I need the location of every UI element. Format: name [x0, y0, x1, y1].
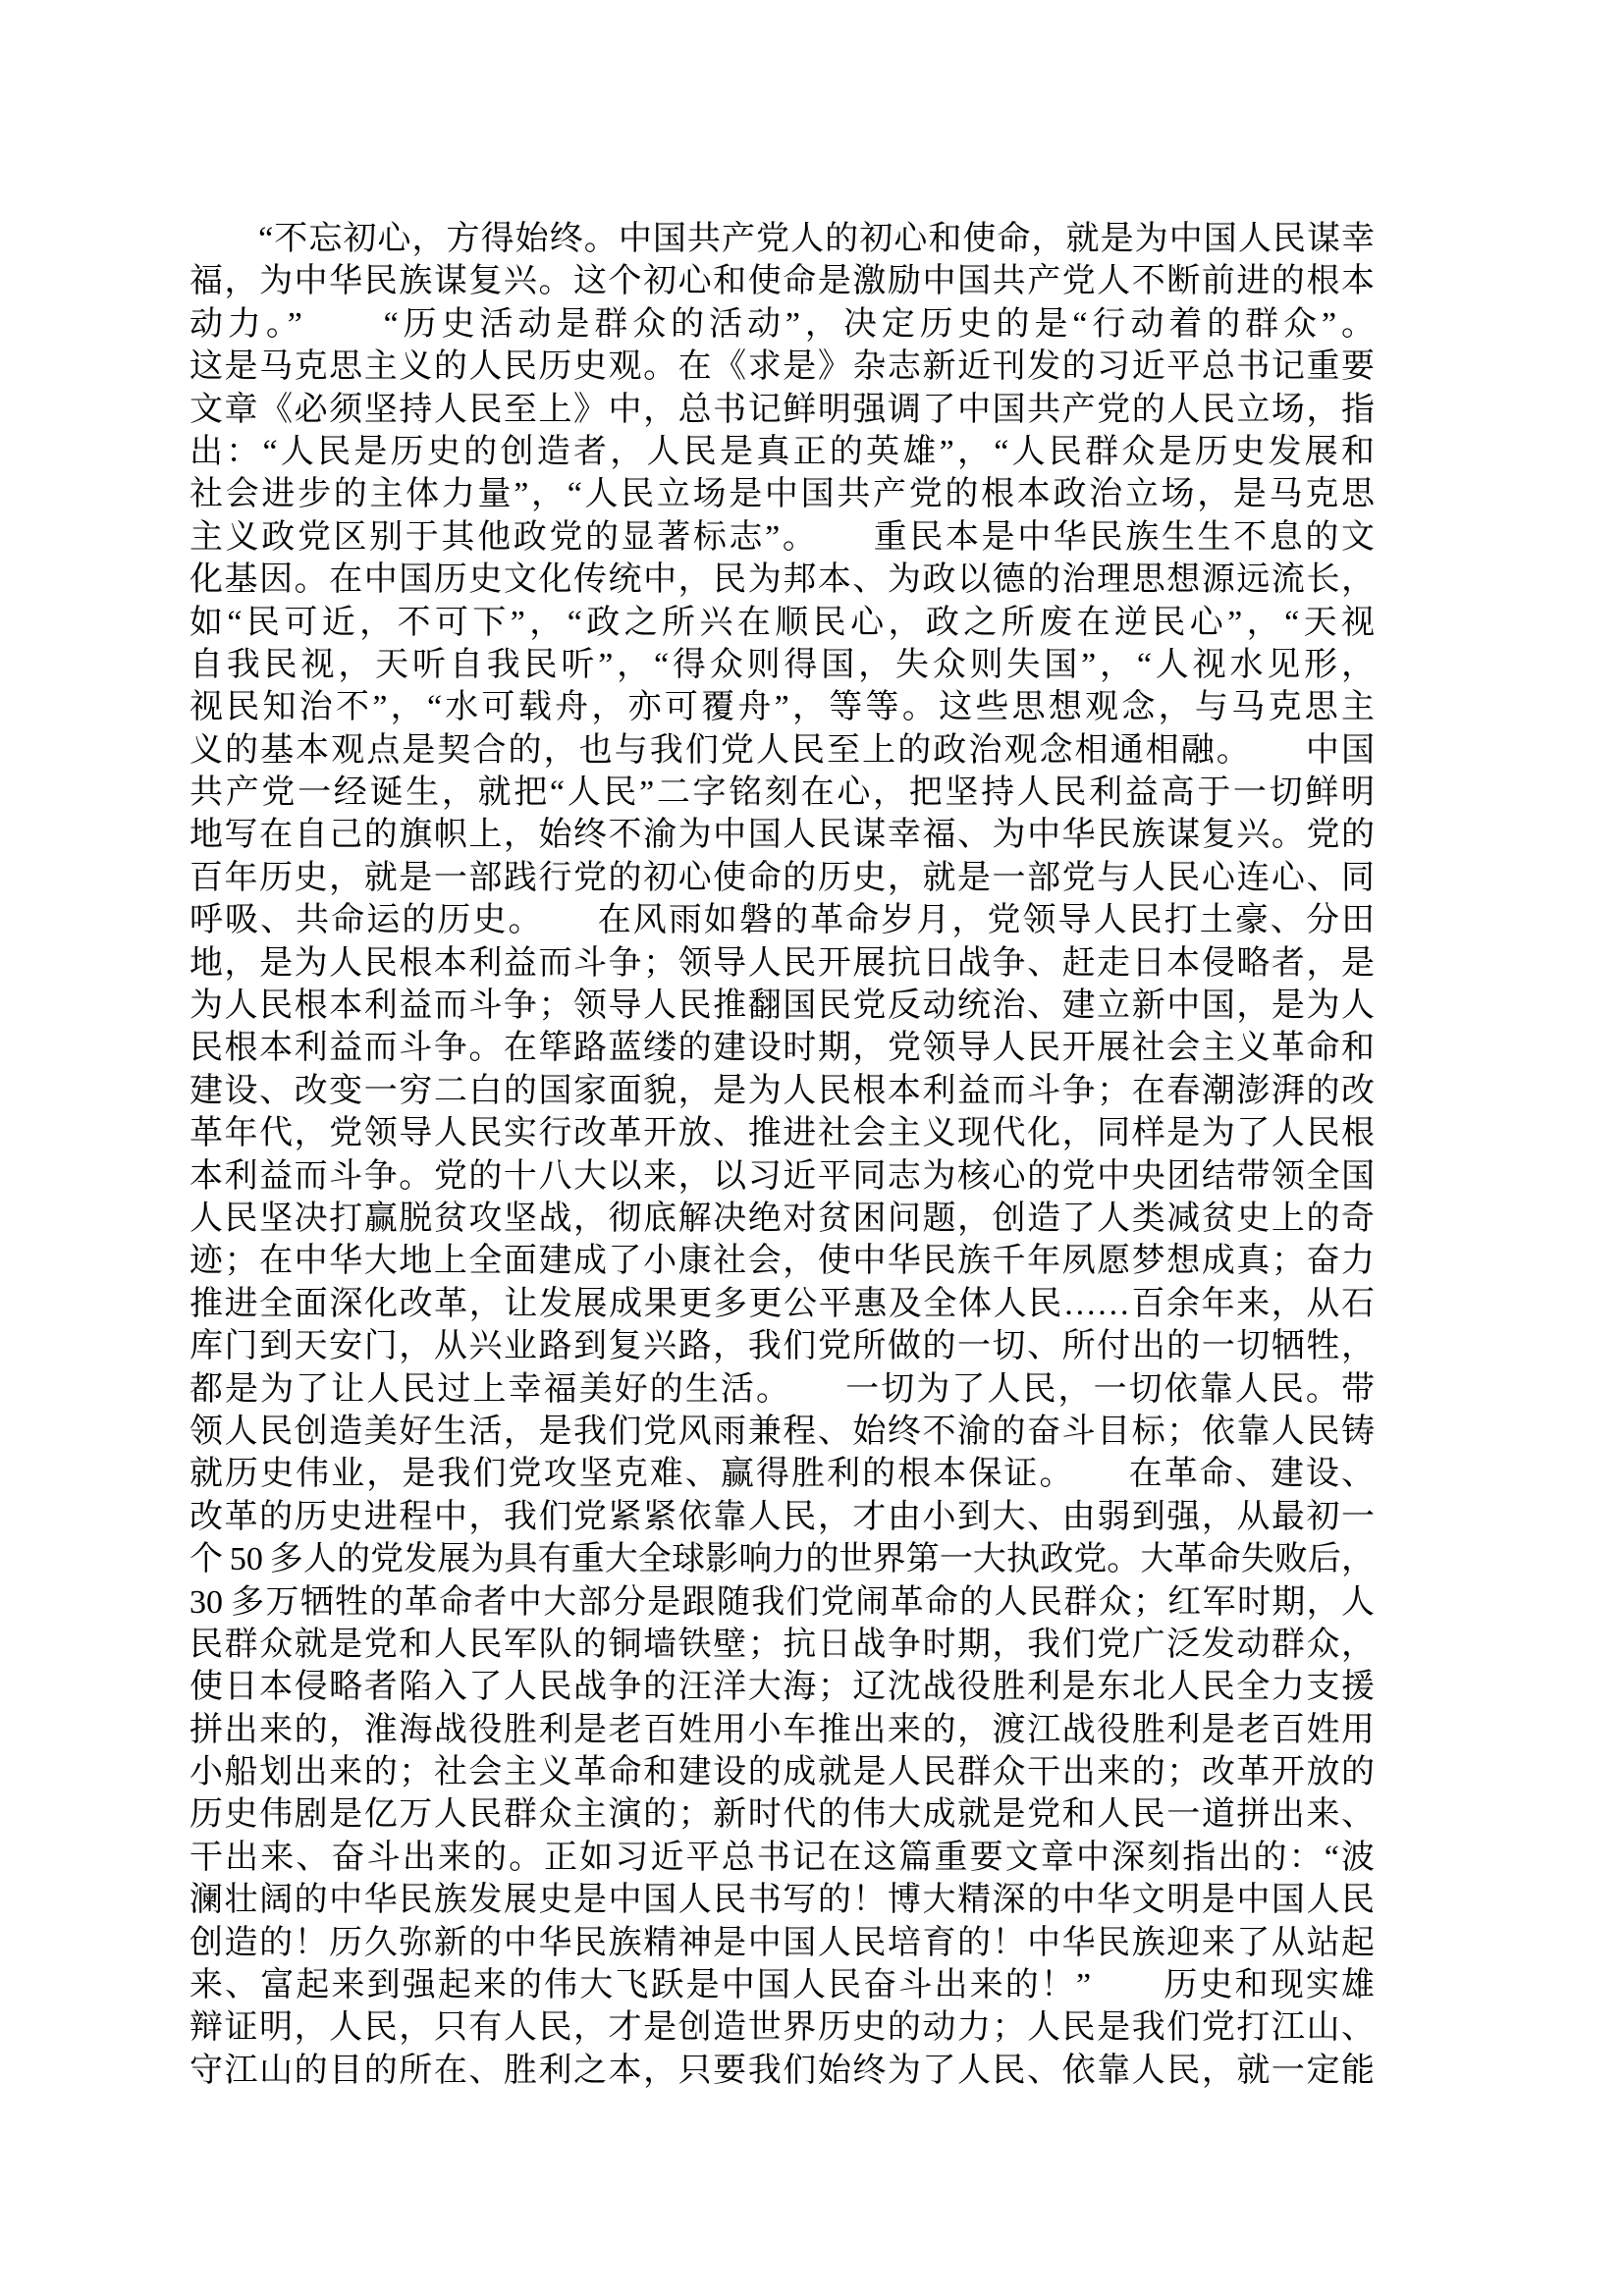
text-line: 民根本利益而斗争。在筚路蓝缕的建设时期，党领导人民开展社会主义革命和 [189, 1030, 1375, 1067]
text-line: 就历史伟业，是我们党攻坚克难、赢得胜利的根本保证。 在革命、建设、 [189, 1456, 1375, 1493]
text-line: 干出来、奋斗出来的。正如习近平总书记在这篇重要文章中深刻指出的：“波 [189, 1839, 1375, 1876]
text-line: 改革的历史进程中，我们党紧紧依靠人民，才由小到大、由弱到强，从最初一 [189, 1498, 1375, 1535]
text-line: 建设、改变一穷二白的国家面貌，是为人民根本利益而斗争；在春潮澎湃的改 [189, 1072, 1375, 1109]
text-line: 个 50 多人的党发展为具有重大全球影响力的世界第一大执政党。大革命失败后， [189, 1541, 1375, 1578]
text-line: 库门到天安门，从兴业路到复兴路，我们党所做的一切、所付出的一切牺牲， [189, 1328, 1375, 1365]
text-line: 福，为中华民族谋复兴。这个初心和使命是激励中国共产党人不断前进的根本 [189, 263, 1375, 300]
text-line: 共产党一经诞生，就把“人民”二字铭刻在心，把坚持人民利益高于一切鲜明 [189, 774, 1375, 812]
text-line: 创造的！历久弥新的中华民族精神是中国人民培育的！中华民族迎来了从站起 [189, 1924, 1375, 1961]
text-line: 辩证明，人民，只有人民，才是创造世界历史的动力；人民是我们党打江山、 [189, 2009, 1375, 2047]
text-line: 民群众就是党和人民军队的铜墙铁壁；抗日战争时期，我们党广泛发动群众， [189, 1626, 1375, 1663]
text-line: 守江山的目的所在、胜利之本，只要我们始终为了人民、依靠人民，就一定能 [189, 2052, 1375, 2089]
text-line: 主义政党区别于其他政党的显著标志”。 重民本是中华民族生生不息的文 [189, 518, 1375, 556]
text-line: 革年代，党领导人民实行改革开放、推进社会主义现代化，同样是为了人民根 [189, 1115, 1375, 1152]
text-line: 澜壮阔的中华民族发展史是中国人民书写的！博大精深的中华文明是中国人民 [189, 1882, 1375, 1919]
text-line: 动力。” “历史活动是群众的活动”，决定历史的是“行动着的群众”。 [189, 305, 1375, 343]
text-line: 都是为了让人民过上幸福美好的生活。 一切为了人民，一切依靠人民。带 [189, 1370, 1375, 1408]
text-line: 来、富起来到强起来的伟大飞跃是中国人民奋斗出来的！” 历史和现实雄 [189, 1967, 1375, 2004]
text-line: 本利益而斗争。党的十八大以来，以习近平同志为核心的党中央团结带领全国 [189, 1157, 1375, 1195]
text-line: 使日本侵略者陷入了人民战争的汪洋大海；辽沈战役胜利是东北人民全力支援 [189, 1669, 1375, 1706]
text-line: 拼出来的，淮海战役胜利是老百姓用小车推出来的，渡江战役胜利是老百姓用 [189, 1711, 1375, 1748]
text-line: 迹；在中华大地上全面建成了小康社会，使中华民族千年夙愿梦想成真；奋力 [189, 1243, 1375, 1280]
text-line: 呼吸、共命运的历史。 在风雨如磐的革命岁月，党领导人民打土豪、分田 [189, 902, 1375, 939]
text-line: 这是马克思主义的人民历史观。在《求是》杂志新近刊发的习近平总书记重要 [189, 348, 1375, 386]
text-line: 历史伟剧是亿万人民群众主演的；新时代的伟大成就是党和人民一道拼出来、 [189, 1796, 1375, 1834]
text-line: 百年历史，就是一部践行党的初心使命的历史，就是一部党与人民心连心、同 [189, 859, 1375, 896]
text-line: 义的基本观点是契合的，也与我们党人民至上的政治观念相通相融。 中国 [189, 731, 1375, 769]
text-line: 推进全面深化改革，让发展成果更多更公平惠及全体人民……百余年来，从石 [189, 1285, 1375, 1322]
text-line: 30 多万牺牲的革命者中大部分是跟随我们党闹革命的人民群众；红军时期，人 [189, 1583, 1375, 1621]
text-line: 领人民创造美好生活，是我们党风雨兼程、始终不渝的奋斗目标；依靠人民铸 [189, 1413, 1375, 1450]
text-line: 化基因。在中国历史文化传统中，民为邦本、为政以德的治理思想源远流长， [189, 561, 1375, 599]
text-line: 视民知治不”，“水可载舟，亦可覆舟”，等等。这些思想观念，与马克思主 [189, 689, 1375, 726]
text-line: 文章《必须坚持人民至上》中，总书记鲜明强调了中国共产党的人民立场，指 [189, 391, 1375, 428]
text-line: 如“民可近，不可下”，“政之所兴在顺民心，政之所废在逆民心”，“天视 [189, 604, 1375, 641]
text-line: 为人民根本利益而斗争；领导人民推翻国民党反动统治、建立新中国，是为人 [189, 988, 1375, 1025]
text-line: 人民坚决打赢脱贫攻坚战，彻底解决绝对贫困问题，创造了人类减贫史上的奇 [189, 1200, 1375, 1237]
text-line: 自我民视，天听自我民听”，“得众则得国，失众则失国”，“人视水见形， [189, 646, 1375, 683]
article-body [189, 218, 1375, 2092]
text-line: 地写在自己的旗帜上，始终不渝为中国人民谋幸福、为中华民族谋复兴。党的 [189, 817, 1375, 854]
text-line: 小船划出来的；社会主义革命和建设的成就是人民群众干出来的；改革开放的 [189, 1754, 1375, 1791]
text-line: 地，是为人民根本利益而斗争；领导人民开展抗日战争、赶走日本侵略者，是 [189, 944, 1375, 982]
text-line: 社会进步的主体力量”，“人民立场是中国共产党的根本政治立场，是马克思 [189, 476, 1375, 513]
text-line: 出：“人民是历史的创造者，人民是真正的英雄”，“人民群众是历史发展和 [189, 433, 1375, 470]
text-line: “不忘初心，方得始终。中国共产党人的初心和使命，就是为中国人民谋幸 [189, 221, 1375, 257]
